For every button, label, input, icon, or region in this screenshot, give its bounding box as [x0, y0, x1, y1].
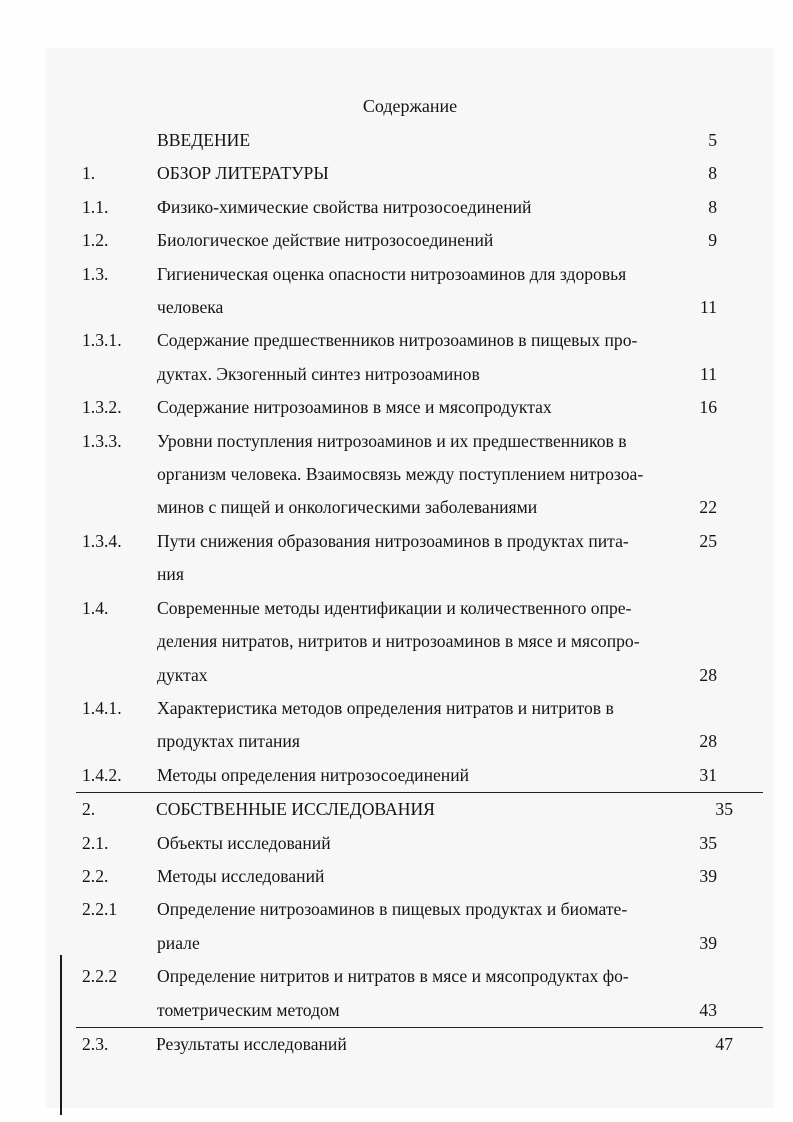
table-of-contents: [0, 124, 793, 1061]
toc-entry-number: 2.3.: [82, 1033, 109, 1054]
toc-entry-title-line: ОБЗОР ЛИТЕРАТУРЫ: [157, 163, 329, 184]
toc-entry-page-number: 8: [708, 196, 717, 217]
toc-entry-page-number: 31: [699, 764, 717, 785]
toc-entry-number: 1.: [82, 163, 96, 184]
toc-entry-number: 2.2.1: [82, 899, 118, 920]
toc-entry-title: [157, 893, 677, 960]
toc-entry: [0, 592, 793, 692]
toc-entry-title-line: дуктах. Экзогенный синтез нитрозоаминов: [157, 363, 480, 384]
toc-entry-title: [156, 1028, 676, 1061]
toc-entry-title-line: дуктах: [157, 664, 208, 685]
toc-entry-page-number: 35: [699, 832, 717, 853]
toc-entry-page-number: 47: [715, 1033, 733, 1054]
toc-entry-page-number: 28: [699, 664, 717, 685]
toc-entry-number: 1.3.2.: [82, 397, 122, 418]
toc-entry: [0, 224, 793, 257]
toc-entry-title-line: организм человека. Взаимосвязь между поступлением нитрозоа-: [157, 464, 644, 485]
toc-entry-title-line: СОБСТВЕННЫЕ ИССЛЕДОВАНИЯ: [156, 799, 435, 820]
toc-entry-title-line: Методы исследований: [157, 865, 325, 886]
toc-entry-page-number: 39: [699, 932, 717, 953]
toc-entry-title: [157, 592, 677, 692]
toc-entry-number: 1.4.: [82, 597, 109, 618]
toc-entry-title: [157, 191, 677, 224]
toc-entry-title: [157, 860, 677, 893]
toc-entry-number: 1.1.: [82, 196, 109, 217]
toc-entry-title-line: минов с пищей и онкологическими заболеваниями: [157, 497, 538, 518]
toc-entry: [0, 860, 793, 893]
toc-entry-title-line: Пути снижения образования нитрозоаминов в продуктах пита-: [157, 530, 629, 551]
toc-entry-page-number: 9: [708, 230, 717, 251]
toc-entry-page-number: 8: [708, 163, 717, 184]
toc-entry-title-line: Определение нитритов и нитратов в мясе и мясопродуктах фо-: [157, 966, 629, 987]
toc-entry-title: [157, 692, 677, 759]
toc-entry-title: [157, 124, 677, 157]
toc-entry-title-line: ВВЕДЕНИЕ: [157, 130, 251, 150]
toc-entry-title: [157, 391, 677, 424]
toc-entry-number: 1.4.1.: [82, 697, 122, 718]
toc-entry-number: 1.3.1.: [82, 330, 122, 351]
toc-entry-page-number: 28: [699, 731, 717, 752]
toc-entry-number: 2.1.: [82, 832, 109, 853]
toc-entry-title-line: Характеристика методов определения нитратов и нитритов в: [157, 697, 614, 718]
toc-entry-title-line: Содержание нитрозоаминов в мясе и мясопродуктах: [157, 397, 552, 418]
toc-entry: [0, 525, 793, 592]
toc-entry-title: [156, 793, 676, 826]
toc-entry: [0, 759, 793, 792]
toc-entry-title: [157, 827, 677, 860]
toc-entry-title-line: Результаты исследований: [156, 1033, 347, 1054]
toc-entry-title-line: Определение нитрозоаминов в пищевых продуктах и биомате-: [157, 899, 628, 920]
toc-entry: [0, 324, 793, 391]
toc-entry-number: 1.3.: [82, 263, 109, 284]
toc-entry-number: 2.: [82, 799, 96, 820]
toc-entry-number: 2.2.2: [82, 966, 118, 987]
toc-entry: [0, 258, 793, 325]
toc-entry-title-line: Физико-химические свойства нитрозосоединений: [157, 196, 532, 217]
toc-entry-title: [157, 425, 677, 525]
toc-entry-title: [157, 525, 677, 592]
toc-entry-number: 1.3.3.: [82, 430, 122, 451]
toc-entry-page-number: 11: [700, 297, 717, 318]
toc-entry: [0, 391, 793, 424]
toc-entry: [0, 692, 793, 759]
toc-entry-title-line: риале: [157, 932, 200, 953]
toc-entry-title-line: деления нитратов, нитритов и нитрозоаминов в мясе и мясопро-: [157, 631, 640, 652]
toc-entry-title: [157, 224, 677, 257]
toc-entry-title-line: человека: [157, 297, 224, 318]
toc-entry-title-line: Биологическое действие нитрозосоединений: [157, 230, 494, 251]
toc-entry-page-number: 5: [708, 130, 717, 150]
toc-entry-title: [157, 258, 677, 325]
toc-entry: [76, 1027, 763, 1061]
toc-entry-number: 1.3.4.: [82, 530, 122, 551]
toc-entry-page-number: 43: [699, 999, 717, 1020]
toc-entry-title-line: Содержание предшественников нитрозоаминов в пищевых про-: [157, 330, 638, 351]
toc-entry-title: [157, 759, 677, 792]
toc-entry: [0, 827, 793, 860]
toc-entry-number: 1.2.: [82, 230, 109, 251]
toc-entry-title-line: тометрическим методом: [157, 999, 340, 1020]
toc-entry-title: [157, 960, 677, 1027]
toc-entry: [0, 157, 793, 190]
toc-entry-page-number: 25: [699, 530, 717, 551]
toc-entry-page-number: 35: [715, 799, 733, 820]
toc-entry-title-line: Гигиеническая оценка опасности нитрозоаминов для здоровья: [157, 263, 627, 284]
toc-entry-title-line: Уровни поступления нитрозоаминов и их предшественников в: [157, 430, 627, 451]
toc-entry-page-number: 22: [699, 497, 717, 518]
toc-entry-title: [157, 324, 677, 391]
toc-entry-title-line: ния: [157, 564, 184, 585]
toc-entry-title-line: Современные методы идентификации и количественного опре-: [157, 597, 632, 618]
toc-entry-page-number: 16: [699, 397, 717, 418]
toc-title: Содержание: [362, 96, 458, 116]
toc-entry-title-line: Методы определения нитрозосоединений: [157, 764, 470, 785]
toc-entry-page-number: 39: [699, 865, 717, 886]
toc-entry-number: 1.4.2.: [82, 764, 122, 785]
toc-entry-title-line: продуктах питания: [157, 731, 300, 752]
toc-entry: [0, 425, 793, 525]
toc-entry: [0, 191, 793, 224]
toc-entry: [0, 893, 793, 960]
toc-entry: [0, 124, 793, 157]
toc-entry-title-line: Объекты исследований: [157, 832, 331, 853]
toc-entry: [0, 960, 793, 1027]
toc-entry-title: [157, 157, 677, 190]
toc-entry-page-number: 11: [700, 363, 717, 384]
toc-entry: [76, 792, 763, 826]
toc-entry-number: 2.2.: [82, 865, 109, 886]
